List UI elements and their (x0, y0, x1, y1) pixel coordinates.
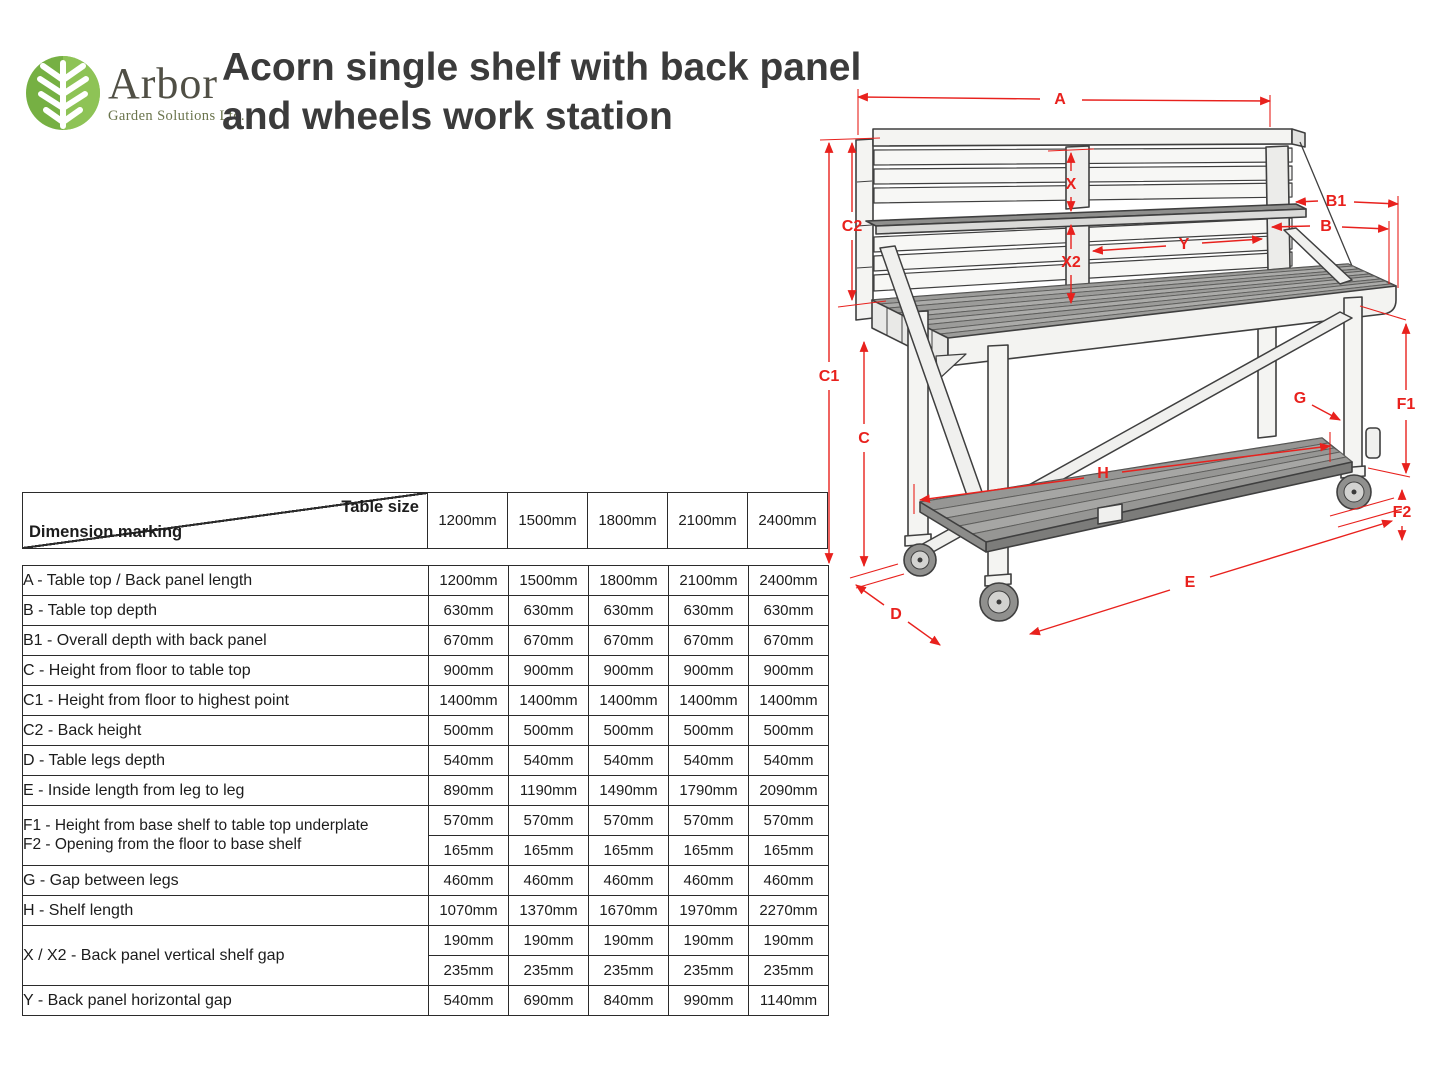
value-cell: 670mm (669, 626, 749, 656)
value-cell: 165mm (509, 836, 589, 866)
workstation-drawing (813, 68, 1440, 690)
value-cell: 1200mm (429, 566, 509, 596)
column-header: 1200mm (427, 493, 507, 548)
value-cell: 570mm (509, 806, 589, 836)
value-cell: 1800mm (589, 566, 669, 596)
value-cell: 165mm (429, 836, 509, 866)
value-cell: 630mm (429, 596, 509, 626)
value-cell: 1070mm (429, 896, 509, 926)
table-row (23, 686, 829, 716)
table-row (23, 866, 829, 896)
column-header: 1500mm (507, 493, 587, 548)
size-column-headers (427, 493, 827, 548)
brand-logo (24, 54, 245, 132)
dimension-label-cell: B - Table top depth (23, 596, 429, 626)
table-row (23, 596, 829, 626)
value-cell: 190mm (429, 926, 509, 956)
dim-label-C: C (858, 430, 870, 448)
value-cell: 1400mm (589, 686, 669, 716)
value-cell: 570mm (749, 806, 829, 836)
dim-label-Y: Y (1178, 236, 1190, 254)
value-cell: 235mm (509, 956, 589, 986)
dim-label-E: E (1184, 574, 1196, 592)
caster-wheel (980, 583, 1018, 621)
dim-label-G: G (1293, 390, 1307, 408)
table-row (23, 896, 829, 926)
value-cell: 1190mm (509, 776, 589, 806)
value-cell: 460mm (749, 866, 829, 896)
value-cell: 1670mm (589, 896, 669, 926)
dimension-label-cell: D - Table legs depth (23, 746, 429, 776)
dimension-table-grid (22, 565, 829, 1016)
header-dimension-marking: Dimension marking (29, 523, 183, 541)
value-cell: 670mm (589, 626, 669, 656)
value-cell: 1400mm (749, 686, 829, 716)
dim-label-X2: X2 (1061, 254, 1081, 272)
dimension-label-cell: E - Inside length from leg to leg (23, 776, 429, 806)
value-cell: 190mm (509, 926, 589, 956)
value-cell: 1400mm (669, 686, 749, 716)
value-cell: 165mm (749, 836, 829, 866)
value-cell: 570mm (669, 806, 749, 836)
value-cell: 165mm (669, 836, 749, 866)
dim-label-X: X (1065, 176, 1077, 194)
value-cell: 630mm (509, 596, 589, 626)
dim-label-C2: C2 (841, 218, 863, 236)
dimension-label-cell: C - Height from floor to table top (23, 656, 429, 686)
brand-subtitle: Garden Solutions Ltd. (108, 107, 245, 124)
page-title-line1: Acorn single shelf with back panel (222, 46, 862, 89)
table-row (23, 626, 829, 656)
value-cell: 540mm (429, 986, 509, 1016)
table-row (23, 716, 829, 746)
value-cell: 235mm (429, 956, 509, 986)
table-row (23, 656, 829, 686)
dim-label-D: D (890, 606, 902, 624)
dim-label-B: B (1320, 218, 1332, 236)
value-cell: 500mm (749, 716, 829, 746)
value-cell: 570mm (589, 806, 669, 836)
value-cell: 840mm (589, 986, 669, 1016)
value-cell: 1140mm (749, 986, 829, 1016)
value-cell: 540mm (429, 746, 509, 776)
dimension-table-body (23, 566, 829, 1016)
value-cell: 2400mm (749, 566, 829, 596)
value-cell: 2270mm (749, 896, 829, 926)
value-cell: 460mm (669, 866, 749, 896)
value-cell: 500mm (429, 716, 509, 746)
value-cell: 570mm (429, 806, 509, 836)
dimension-label-cell: C1 - Height from floor to highest point (23, 686, 429, 716)
value-cell: 670mm (749, 626, 829, 656)
table-row (23, 806, 829, 836)
value-cell: 235mm (669, 956, 749, 986)
value-cell: 2100mm (669, 566, 749, 596)
value-cell: 1500mm (509, 566, 589, 596)
dimension-label-cell: C2 - Back height (23, 716, 429, 746)
value-cell: 190mm (749, 926, 829, 956)
value-cell: 900mm (589, 656, 669, 686)
dim-label-B1: B1 (1325, 193, 1347, 211)
dim-label-C1: C1 (818, 368, 840, 386)
dimension-label-cell: F1 - Height from base shelf to table top underplate F2 - Opening from the floor to base shelf (23, 806, 429, 866)
dim-label-F1: F1 (1396, 396, 1416, 414)
value-cell: 540mm (589, 746, 669, 776)
value-cell: 670mm (509, 626, 589, 656)
workstation-structure (856, 129, 1396, 624)
dimension-label-cell: Y - Back panel horizontal gap (23, 986, 429, 1016)
column-header: 2100mm (667, 493, 747, 548)
value-cell: 890mm (429, 776, 509, 806)
value-cell: 900mm (749, 656, 829, 686)
value-cell: 235mm (749, 956, 829, 986)
page-title-line2: and wheels work station (222, 94, 673, 138)
value-cell: 1400mm (429, 686, 509, 716)
dimension-label-cell: G - Gap between legs (23, 866, 429, 896)
value-cell: 460mm (429, 866, 509, 896)
header-corner-cell (23, 493, 427, 548)
dim-label-H: H (1097, 465, 1109, 483)
value-cell: 1970mm (669, 896, 749, 926)
value-cell: 500mm (509, 716, 589, 746)
brand-name: Arbor (108, 58, 219, 108)
header-table-size: Table size (341, 498, 419, 516)
value-cell: 630mm (749, 596, 829, 626)
value-cell: 460mm (589, 866, 669, 896)
value-cell: 1400mm (509, 686, 589, 716)
value-cell: 1370mm (509, 896, 589, 926)
value-cell: 690mm (509, 986, 589, 1016)
value-cell: 190mm (589, 926, 669, 956)
value-cell: 630mm (589, 596, 669, 626)
dimension-label-cell: B1 - Overall depth with back panel (23, 626, 429, 656)
dimension-table (22, 492, 828, 1016)
value-cell: 165mm (589, 836, 669, 866)
value-cell: 500mm (589, 716, 669, 746)
value-cell: 540mm (749, 746, 829, 776)
value-cell: 900mm (429, 656, 509, 686)
table-row (23, 776, 829, 806)
value-cell: 540mm (669, 746, 749, 776)
value-cell: 500mm (669, 716, 749, 746)
value-cell: 1490mm (589, 776, 669, 806)
value-cell: 630mm (669, 596, 749, 626)
dimension-label-cell: H - Shelf length (23, 896, 429, 926)
dim-label-F2: F2 (1392, 504, 1412, 522)
front-right-leg (1344, 297, 1362, 470)
dimension-label-cell: X / X2 - Back panel vertical shelf gap (23, 926, 429, 986)
caster-wheel (1337, 475, 1371, 509)
table-row (23, 986, 829, 1016)
leaf-icon (24, 54, 102, 132)
value-cell: 1790mm (669, 776, 749, 806)
value-cell: 2090mm (749, 776, 829, 806)
value-cell: 990mm (669, 986, 749, 1016)
column-header: 1800mm (587, 493, 667, 548)
table-header (22, 492, 828, 549)
value-cell: 190mm (669, 926, 749, 956)
dim-label-A: A (1054, 91, 1066, 109)
value-cell: 670mm (429, 626, 509, 656)
value-cell: 540mm (509, 746, 589, 776)
value-cell: 460mm (509, 866, 589, 896)
table-row (23, 566, 829, 596)
table-row (23, 926, 829, 956)
value-cell: 900mm (669, 656, 749, 686)
dimension-label-cell: A - Table top / Back panel length (23, 566, 429, 596)
value-cell: 235mm (589, 956, 669, 986)
table-row (23, 746, 829, 776)
column-header: 2400mm (747, 493, 827, 548)
value-cell: 900mm (509, 656, 589, 686)
caster-wheel (904, 544, 936, 576)
